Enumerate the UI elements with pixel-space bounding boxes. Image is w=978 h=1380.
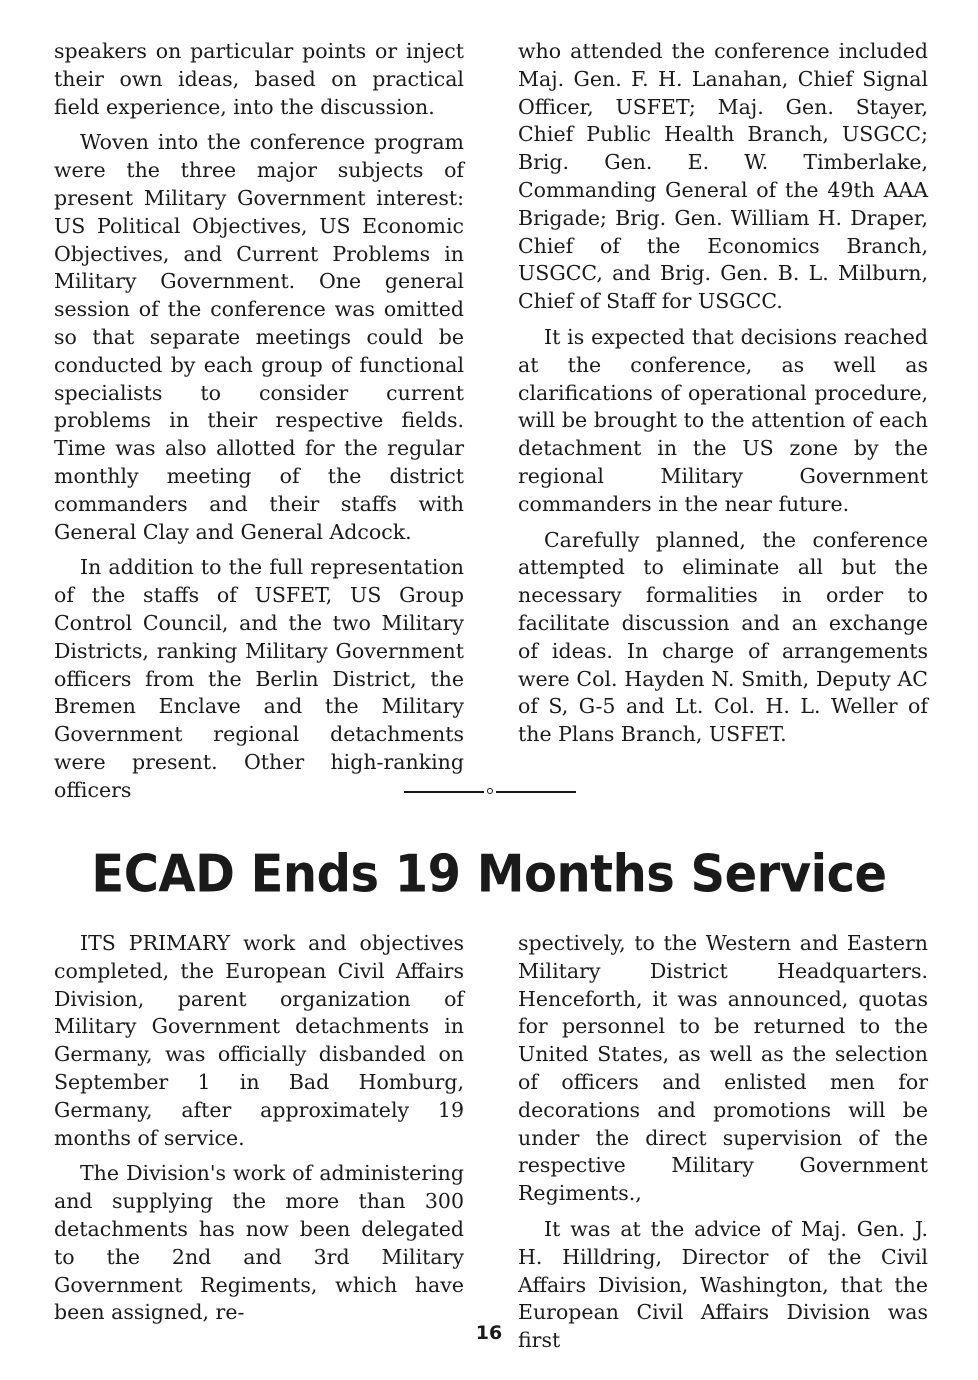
paragraph: It was at the advice of Maj. Gen. J. H. Hilldring, Director of the Civil Affairs Division, Washington, that the European Civil Affairs Division was first (518, 1216, 928, 1353)
article2-left-column (54, 930, 464, 1335)
article1-left-column (54, 38, 464, 813)
separator-line-right (496, 791, 576, 793)
paragraph: ITS PRIMARY work and objectives completed, the European Civil Affairs Division, parent organization of Military Government detachments in Germany, was officially disbanded on September 1 in Bad Homburg, Germany, after approximately 19 months of service. (54, 931, 464, 1150)
article-headline: ECAD Ends 19 Months Service (91, 843, 887, 905)
paragraph: spectively, to the Western and Eastern Military District Headquarters. Henceforth, it was announced, quotas for personnel to be returned to the United States, as well as the selection of officers and enlisted men for decorations and promotions will be under the direct supervision of the respective Military Government Regiments., (518, 931, 928, 1206)
article2-right-column (518, 930, 928, 1363)
separator-line-left (404, 791, 484, 793)
article1-right-column (518, 38, 928, 757)
paragraph: In addition to the full representation of the staffs of USFET, US Group Control Council, and the two Military Districts, ranking Military Government officers from the Berlin District, the Bremen Enclave and the Military Government regional detachments were present. Other high-ranking officers (54, 555, 464, 802)
page-number: 16 (475, 1322, 503, 1344)
paragraph: speakers on particular points or inject their own ideas, based on practical field experience, into the discussion. (54, 39, 464, 119)
paragraph: It is expected that decisions reached at the conference, as well as clarifications of operational procedure, will be brought to the attention of each detachment in the US zone by the regional Military Government commanders in the near future. (518, 324, 928, 516)
section-separator (404, 788, 576, 796)
paragraph: Carefully planned, the conference attempted to eliminate all but the necessary formalities in order to facilitate discussion and an exchange of ideas. In charge of arrangements were Col. Hayden N. Smith, Deputy AC of S, G-5 and Lt. Col. H. L. Weller of the Plans Branch, USFET. (518, 527, 928, 747)
separator-mark (487, 788, 493, 794)
paragraph: The Division's work of administering and supplying the more than 300 detachments has now been delegated to the 2nd and 3rd Military Government Regiments, which have been assigned, re- (54, 1161, 464, 1325)
paragraph: who attended the conference included Maj. Gen. F. H. Lanahan, Chief Signal Officer, USFET; Maj. Gen. Stayer, Chief Public Health Branch, USGCC; Brig. Gen. E. W. Timberlake, Commanding General of the 49th AAA Brigade; Brig. Gen. William H. Draper, Chief of the Economics Branch, USGCC, and Brig. Gen. B. L. Milburn, Chief of Staff for USGCC. (518, 39, 928, 314)
paragraph: Woven into the conference program were the three major subjects of present Military Government interest: US Political Objectives, US Economic Objectives, and Current Problems in Military Government. One general session of the conference was omitted so that separate meetings could be conducted by each group of functional specialists to consider current problems in their respective fields. Time was also allotted for the regular monthly meeting of the district commanders and their staffs with General Clay and General Adcock. (54, 130, 464, 544)
